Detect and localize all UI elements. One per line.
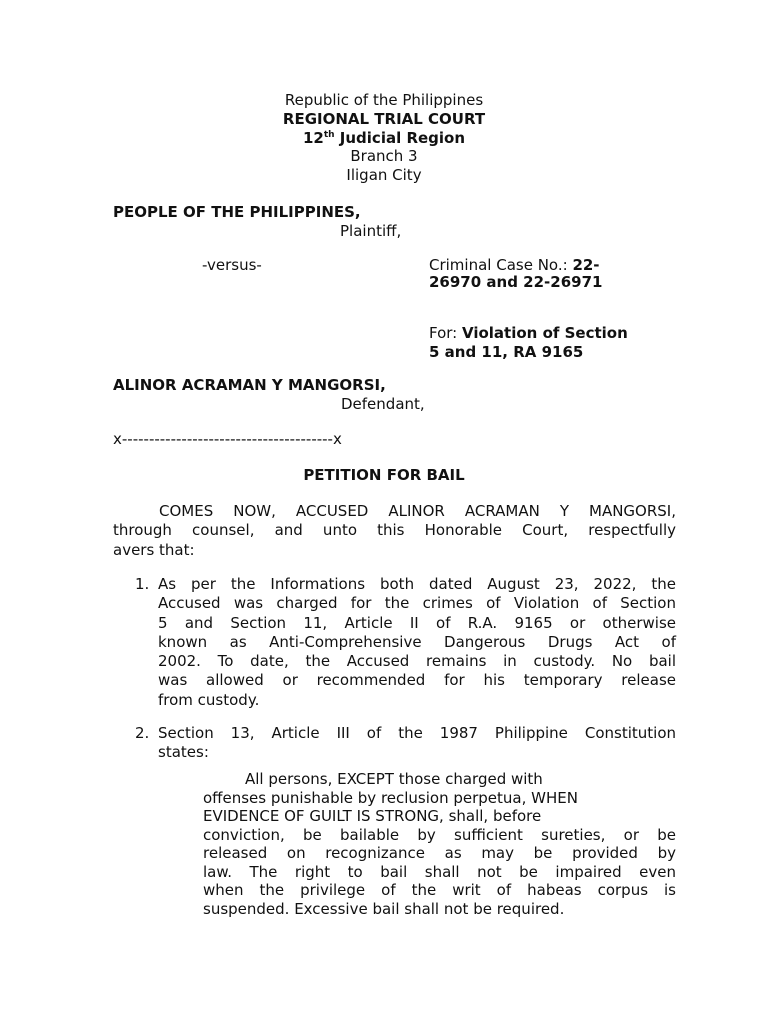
quote-line: EVIDENCE OF GUILT IS STRONG, shall, before <box>203 807 542 825</box>
item-line: Accused was charged for the crimes of Violation of Section <box>158 594 676 613</box>
quote-line: offenses punishable by reclusion perpetua, WHEN <box>203 788 578 807</box>
quote-line: All persons, EXCEPT those charged with <box>245 770 543 788</box>
item-paragraph <box>158 575 676 710</box>
caption-separator: x---------------------------------------x <box>113 430 342 448</box>
item-line: Section 13, Article III of the 1987 Philippine Constitution <box>158 724 676 742</box>
quote-line: released on recognizance as may be provided by <box>203 844 676 862</box>
header-region <box>0 129 768 148</box>
offense-text-line1: Violation of Section <box>462 324 628 342</box>
item-number: 1. <box>135 575 150 593</box>
case-number-value-part2: 26970 and 22-26971 <box>429 273 603 291</box>
document-title: PETITION FOR BAIL <box>303 466 465 484</box>
quote-line: suspended. Excessive bail shall not be required. <box>203 899 565 918</box>
case-number-value-part1: 22- <box>572 256 600 274</box>
quote-line: law. The right to bail shall not be impaired even <box>203 862 676 881</box>
versus-label: -versus- <box>202 256 262 274</box>
item-line: 2002. To date, the Accused remains in custody. No bail <box>158 652 676 671</box>
item-paragraph <box>158 724 676 763</box>
plaintiff-name: PEOPLE OF THE PHILIPPINES, <box>113 203 361 221</box>
item-line: 5 and Section 11, Article II of R.A. 9165 or otherwise <box>158 613 676 632</box>
item-line: states: <box>158 743 209 762</box>
quote-line: when the privilege of the writ of habeas corpus is <box>203 881 676 899</box>
item-line: from custody. <box>158 690 260 709</box>
item-line: known as Anti-Comprehensive Dangerous Drugs Act of <box>158 632 676 651</box>
header-region-number: 12 <box>302 129 324 147</box>
defendant-role: Defendant, <box>341 395 425 413</box>
item-line: was allowed or recommended for his temporary release <box>158 671 676 690</box>
header-branch: Branch 3 <box>350 147 418 165</box>
for-label: For: <box>429 324 462 342</box>
constitution-quote <box>203 770 676 918</box>
header-region-suffix: th <box>323 130 335 140</box>
item-line: As per the Informations both dated August 23, 2022, the <box>158 575 676 593</box>
header-republic: Republic of the Philippines <box>284 91 484 109</box>
offense-line1 <box>429 324 628 343</box>
intro-line: COMES NOW, ACCUSED ALINOR ACRAMAN Y MANGORSI, <box>159 502 676 520</box>
offense-text-line2: 5 and 11, RA 9165 <box>429 343 584 361</box>
intro-line: through counsel, and unto this Honorable Court, respectfully <box>113 521 676 540</box>
item-number: 2. <box>135 724 150 742</box>
header-court: REGIONAL TRIAL COURT <box>282 110 486 128</box>
header-region-text: Judicial Region <box>334 129 466 147</box>
quote-line: conviction, be bailable by sufficient sureties, or be <box>203 825 676 844</box>
intro-paragraph <box>113 502 676 560</box>
header-city: Iligan City <box>346 166 422 184</box>
intro-line: avers that: <box>113 540 195 559</box>
case-number-label: Criminal Case No.: <box>429 256 573 274</box>
plaintiff-role: Plaintiff, <box>340 222 402 240</box>
defendant-name: ALINOR ACRAMAN Y MANGORSI, <box>113 376 386 394</box>
